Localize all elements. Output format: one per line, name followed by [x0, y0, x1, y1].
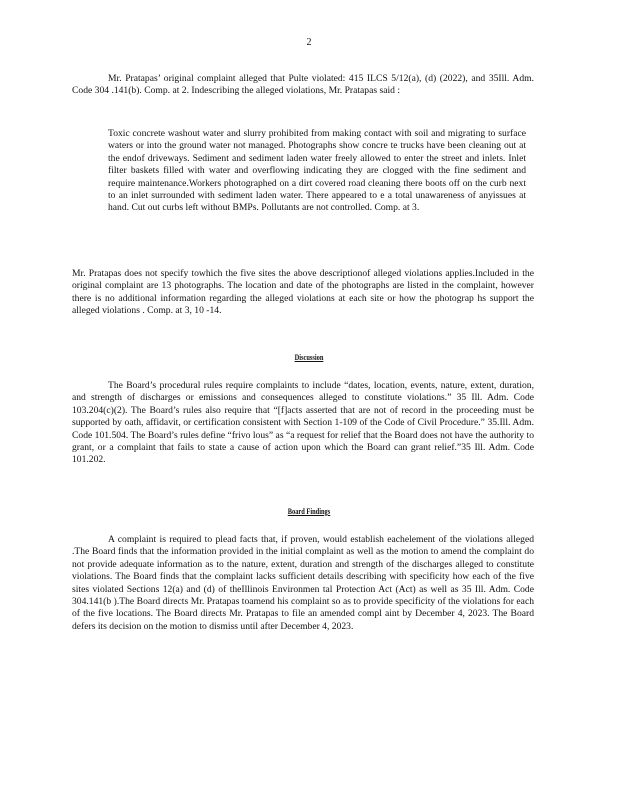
- block-quote: Toxic concrete washout water and slurry prohibited from making contact with soil and migrating to surface waters or into the ground water not managed. Photographs show concre te trucks have been cleaning out at the endof driveways. Sediment and sediment laden water freely allowed to enter the street and inlets. Inlet filter baskets filled with water and overflowing indicating they are clogged with the fine sediment and require maintenance.Workers photographed on a dirt covered road cleaning there boots off on the curb next to an inlet surrounded with sediment laden water. There appeared to e a total unawareness of anyissues at hand. Cut out curbs left without BMPs. Pollutants are not controlled. Comp. at 3.: [108, 128, 526, 214]
- page-number: 2: [306, 37, 312, 48]
- paragraph-board-findings: A complaint is required to plead facts that, if proven, would establish eachelement of the violations alleged .The Board finds that the information provided in the initial complaint as well as the motion to amend the complaint do not provide adequate information as to the nature, extent, duration and strength of the discharges alleged to constitute violations. The Board finds that the complaint lacks sufficient details describing with specificity how each of the five sites violated Sections 12(a) and (d) of theIllinois Environmen tal Protection Act (Act) as well as 35 Ill. Adm. Code 304.141(b ).The Board directs Mr. Pratapas toamend his complaint so as to provide specificity of the violations for each of the five locations. The Board directs Mr. Pratapas to file an amended compl aint by December 4, 2023. The Board defers its decision on the motion to dismiss until after December 4, 2023.: [72, 534, 534, 632]
- heading-discussion: Discussion: [294, 353, 324, 362]
- paragraph-sites-photographs: Mr. Pratapas does not specify towhich the five sites the above descriptionof alleged violations applies.Included in the original complaint are 13 photographs. The location and date of the photographs are listed in the complaint, however there is no additional information regarding the alleged violations at each site or how the photograp hs support the alleged violations . Comp. at 3, 10 -14.: [72, 268, 534, 317]
- heading-board-findings: Board Findings: [287, 507, 331, 516]
- paragraph-original-complaint: Mr. Pratapas’ original complaint alleged that Pulte violated: 415 ILCS 5/12(a), (d) (2022), and 35Ill. Adm. Code 304 .141(b). Comp. at 2. Indescribing the alleged violations, Mr. Pratapas said :: [72, 73, 534, 97]
- paragraph-procedural-rules: The Board’s procedural rules require complaints to include “dates, location, events, nature, extent, duration, and strength of discharges or emissions and consequences alleged to constitute violations.” 35 Ill. Adm. Code 103.204(c)(2). The Board’s rules also require that “[f]acts asserted that are not of record in the proceeding must be supported by oath, affidavit, or certification consistent with Section 1-109 of the Code of Civil Procedure.” 35.Ill. Adm. Code 101.504. The Board’s rules define “frivo lous” as “a request for relief that the Board does not have the authority to grant, or a complaint that fails to state a cause of action upon which the Board can grant relief.”35 Ill. Adm. Code 101.202.: [72, 380, 534, 466]
